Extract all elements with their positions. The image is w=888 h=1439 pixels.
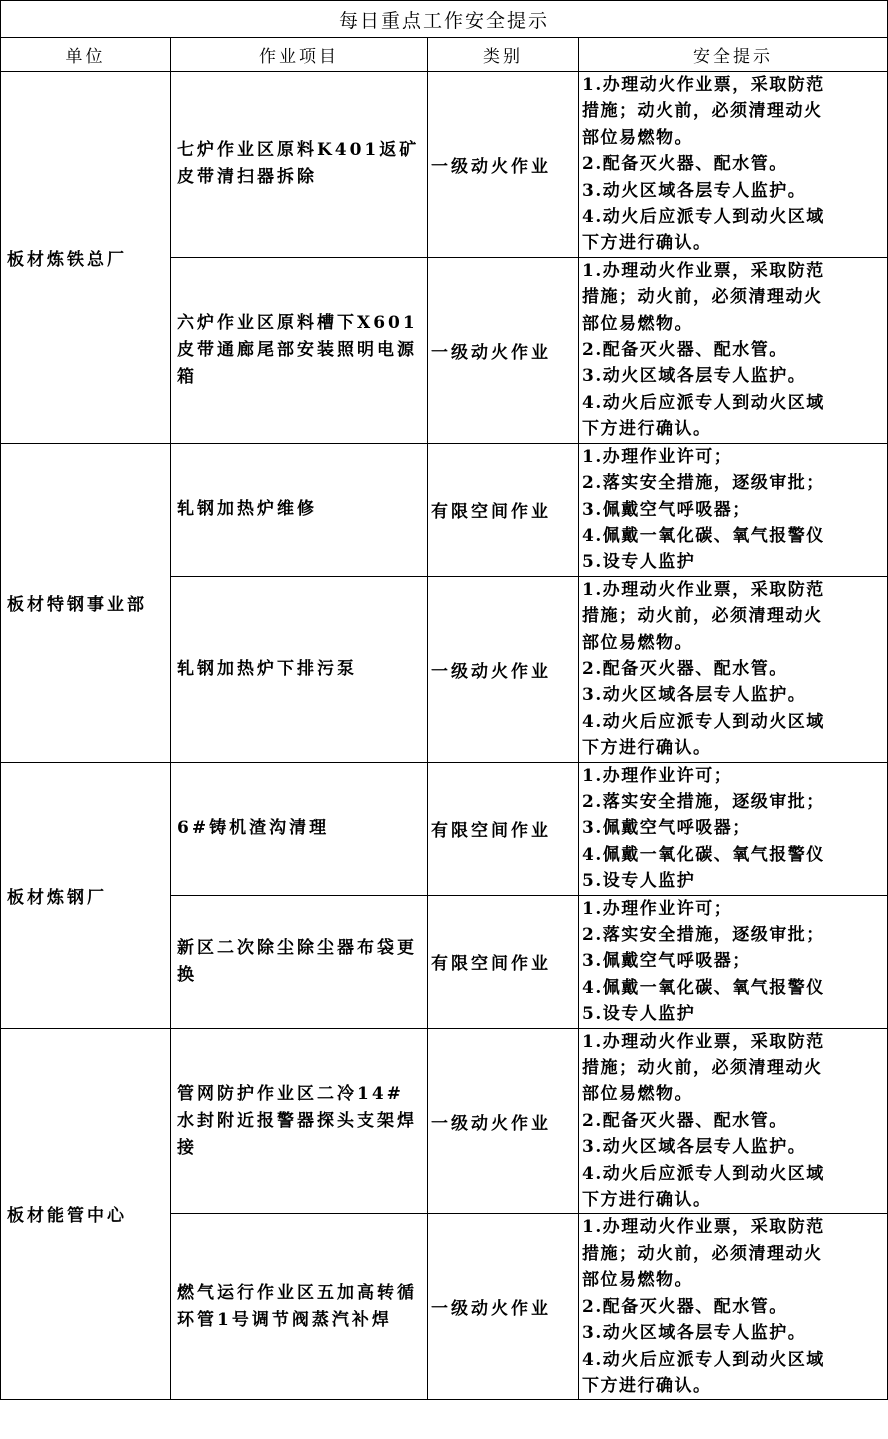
- safety-tip-line: 措施；动火前，必须清理动火: [582, 1058, 823, 1079]
- header-category: 类别: [428, 38, 579, 72]
- category-cell: 一级动火作业: [428, 72, 579, 258]
- title-row: [1, 1, 888, 38]
- header-safety-tips: 安全提示: [579, 38, 888, 72]
- unit-cell: 板材炼钢厂: [1, 762, 171, 1028]
- safety-tip-line: 部位易燃物。: [582, 632, 693, 653]
- category-cell: 有限空间作业: [428, 895, 579, 1028]
- safety-tip-line: 2.落实安全措施，逐级审批；: [582, 791, 825, 812]
- safety-tip-line: 部位易燃物。: [582, 1084, 693, 1105]
- safety-tip-line: 3.动火区域各层专人监护。: [582, 685, 807, 706]
- safety-tip-line: 1.办理动火作业票，采取防范: [582, 1217, 825, 1238]
- safety-tip-line: 部位易燃物。: [582, 313, 693, 334]
- safety-tip-line: 5.设专人监护: [582, 871, 696, 892]
- safety-tip-line: 下方进行确认。: [582, 1190, 712, 1211]
- safety-tip-line: 3.动火区域各层专人监护。: [582, 366, 807, 387]
- safety-tip-line: 2.配备灭火器、配水管。: [582, 1110, 788, 1131]
- safety-tip-line: 2.落实安全措施，逐级审批；: [582, 925, 825, 945]
- safety-tip-line: 4.动火后应派专人到动火区域: [582, 1349, 825, 1370]
- project-cell: 管网防护作业区二冷14#水封附近报警器探头支架焊接: [171, 1028, 428, 1214]
- safety-tip-line: 2.配备灭火器、配水管。: [582, 340, 788, 361]
- safety-tip-line: 3.佩戴空气呼吸器；: [582, 818, 751, 839]
- project-cell: 轧钢加热炉维修: [171, 443, 428, 576]
- safety-tip-line: 2.落实安全措施，逐级审批；: [582, 473, 825, 494]
- tips-cell: [579, 443, 888, 576]
- project-cell: 6#铸机渣沟清理: [171, 762, 428, 895]
- table-row: [1, 72, 888, 258]
- safety-tip-line: 部位易燃物。: [582, 127, 693, 148]
- category-cell: 有限空间作业: [428, 762, 579, 895]
- project-cell: 七炉作业区原料K401返矿皮带清扫器拆除: [171, 72, 428, 258]
- unit-cell: 板材能管中心: [1, 1028, 171, 1400]
- safety-tip-line: 4.佩戴一氧化碳、氧气报警仪: [582, 525, 825, 546]
- project-cell: 燃气运行作业区五加高转循环管1号调节阀蒸汽补焊: [171, 1214, 428, 1400]
- safety-tip-line: 部位易燃物。: [582, 1270, 693, 1291]
- safety-tip-line: 2.配备灭火器、配水管。: [582, 658, 788, 679]
- safety-tip-line: 下方进行确认。: [582, 419, 712, 440]
- safety-tip-line: 1.办理动火作业票，采取防范: [582, 75, 825, 95]
- safety-tip-line: 1.办理动火作业票，采取防范: [582, 260, 825, 281]
- safety-tip-line: 下方进行确认。: [582, 1375, 712, 1396]
- safety-tip-line: 措施；动火前，必须清理动火: [582, 606, 823, 627]
- project-cell: 轧钢加热炉下排污泵: [171, 576, 428, 762]
- header-row: [1, 38, 888, 72]
- safety-tip-line: 3.动火区域各层专人监护。: [582, 1323, 807, 1344]
- safety-tip-line: 3.佩戴空气呼吸器；: [582, 499, 751, 520]
- safety-tip-line: 1.办理作业许可；: [582, 765, 733, 786]
- safety-tip-line: 4.动火后应派专人到动火区域: [582, 711, 825, 732]
- safety-tip-line: 4.佩戴一氧化碳、氧气报警仪: [582, 844, 825, 865]
- category-cell: 有限空间作业: [428, 443, 579, 576]
- tips-cell: [579, 1028, 888, 1214]
- safety-tip-line: 4.佩戴一氧化碳、氧气报警仪: [582, 977, 825, 998]
- category-cell: 一级动火作业: [428, 576, 579, 762]
- tips-cell: [579, 257, 888, 443]
- unit-cell: 板材炼铁总厂: [1, 72, 171, 444]
- safety-tip-line: 4.动火后应派专人到动火区域: [582, 1163, 825, 1184]
- safety-tip-line: 措施；动火前，必须清理动火: [582, 287, 823, 308]
- safety-tip-line: 4.动火后应派专人到动火区域: [582, 392, 825, 413]
- project-cell: 六炉作业区原料槽下X601皮带通廊尾部安装照明电源箱: [171, 257, 428, 443]
- header-unit: 单位: [1, 38, 171, 72]
- safety-tip-line: 1.办理动火作业票，采取防范: [582, 1031, 825, 1052]
- safety-tip-line: 3.动火区域各层专人监护。: [582, 180, 807, 201]
- safety-tip-line: 下方进行确认。: [582, 233, 712, 254]
- safety-tip-line: 5.设专人监护: [582, 552, 696, 573]
- tips-cell: [579, 1214, 888, 1400]
- safety-tip-line: 措施；动火前，必须清理动火: [582, 101, 823, 122]
- tips-cell: [579, 762, 888, 895]
- tips-cell: [579, 72, 888, 258]
- project-cell: 新区二次除尘除尘器布袋更换: [171, 895, 428, 1028]
- safety-tip-line: 3.佩戴空气呼吸器；: [582, 951, 751, 972]
- header-project: 作业项目: [171, 38, 428, 72]
- safety-tip-line: 4.动火后应派专人到动火区域: [582, 207, 825, 228]
- safety-tip-line: 3.动火区域各层专人监护。: [582, 1137, 807, 1158]
- table-row: [1, 1028, 888, 1214]
- safety-tip-line: 5.设专人监护: [582, 1004, 696, 1025]
- table-row: [1, 762, 888, 895]
- safety-tip-line: 2.配备灭火器、配水管。: [582, 154, 788, 175]
- category-cell: 一级动火作业: [428, 1028, 579, 1214]
- safety-tip-line: 1.办理作业许可；: [582, 898, 733, 919]
- safety-tip-line: 措施；动火前，必须清理动火: [582, 1243, 823, 1264]
- table-title: 每日重点工作安全提示: [1, 1, 888, 38]
- safety-tip-line: 下方进行确认。: [582, 738, 712, 759]
- tips-cell: [579, 576, 888, 762]
- category-cell: 一级动火作业: [428, 1214, 579, 1400]
- category-cell: 一级动火作业: [428, 257, 579, 443]
- unit-cell: 板材特钢事业部: [1, 443, 171, 762]
- table-row: [1, 443, 888, 576]
- safety-tip-line: 2.配备灭火器、配水管。: [582, 1296, 788, 1317]
- tips-cell: [579, 895, 888, 1028]
- safety-tip-line: 1.办理动火作业票，采取防范: [582, 579, 825, 600]
- safety-tip-line: 1.办理作业许可；: [582, 446, 733, 467]
